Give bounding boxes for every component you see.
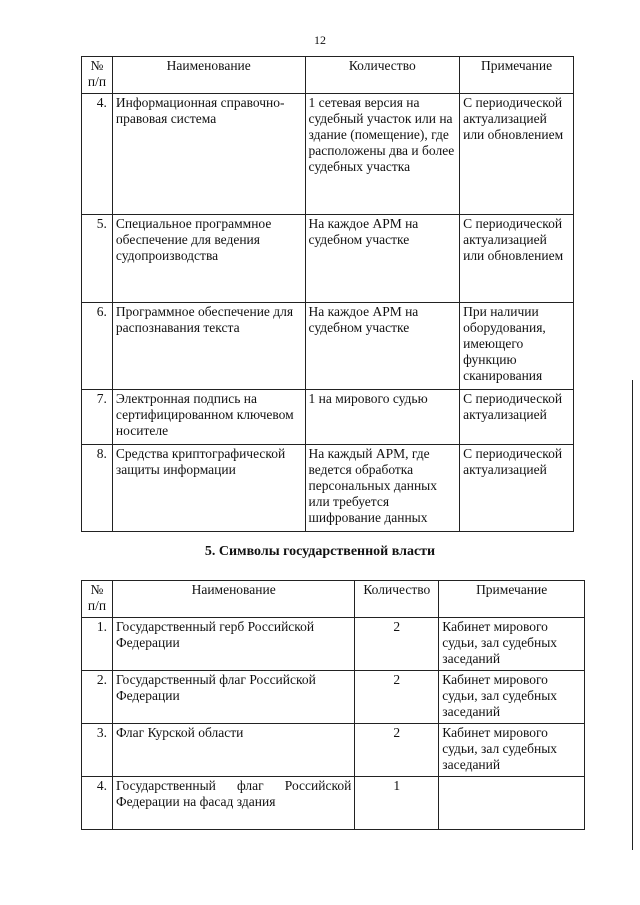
header-note: Примечание	[439, 581, 585, 618]
row-num: 6.	[82, 303, 113, 390]
header-num: № п/п	[82, 57, 113, 94]
table-row	[82, 390, 574, 445]
row-name: Государственный герб Российской Федерации	[112, 618, 354, 671]
table-row	[82, 94, 574, 215]
row-num: 4.	[82, 777, 113, 830]
row-num: 2.	[82, 671, 113, 724]
row-name: Программное обеспечение для распознавания текста	[112, 303, 305, 390]
header-qty: Количество	[355, 581, 439, 618]
table-row	[82, 303, 574, 390]
row-name: Специальное программное обеспечение для ведения судопроизводства	[112, 215, 305, 303]
row-name: Государственный флаг Российской Федерации на фасад здания	[112, 777, 354, 830]
table-header-row	[82, 57, 574, 94]
row-num: 8.	[82, 445, 113, 532]
state-symbols-table	[81, 580, 585, 830]
table-row	[82, 671, 585, 724]
row-note: С периодической актуализацией	[460, 445, 574, 532]
row-qty: 1 сетевая версия на судебный участок или на здание (помещение), где расположены два и более судебных участка	[305, 94, 460, 215]
software-table	[81, 56, 574, 532]
row-note: С периодической актуализацией	[460, 390, 574, 445]
row-qty: 2	[355, 671, 439, 724]
row-note: При наличии оборудования, имеющего функцию сканирования	[460, 303, 574, 390]
row-num: 1.	[82, 618, 113, 671]
row-num: 5.	[82, 215, 113, 303]
row-qty: На каждое АРМ на судебном участке	[305, 215, 460, 303]
header-num: № п/п	[82, 581, 113, 618]
row-note: Кабинет мирового судьи, зал судебных заседаний	[439, 618, 585, 671]
row-name: Флаг Курской области	[112, 724, 354, 777]
table-header-row	[82, 581, 585, 618]
row-qty: 2	[355, 724, 439, 777]
row-name: Электронная подпись на сертифицированном ключевом носителе	[112, 390, 305, 445]
row-qty: На каждый АРМ, где ведется обработка персональных данных или требуется шифрование данных	[305, 445, 460, 532]
page-number: 12	[314, 33, 326, 47]
table-row	[82, 777, 585, 830]
table-row	[82, 445, 574, 532]
row-note	[439, 777, 585, 830]
section-title: 5. Символы государственной власти	[204, 544, 436, 559]
row-num: 4.	[82, 94, 113, 215]
row-qty: На каждое АРМ на судебном участке	[305, 303, 460, 390]
row-note: Кабинет мирового судьи, зал судебных заседаний	[439, 724, 585, 777]
row-num: 3.	[82, 724, 113, 777]
page-edge-line	[632, 380, 633, 850]
row-note: С периодической актуализацией или обновлением	[460, 215, 574, 303]
row-note: Кабинет мирового судьи, зал судебных заседаний	[439, 671, 585, 724]
header-qty: Количество	[305, 57, 460, 94]
row-name: Государственный флаг Российской Федерации	[112, 671, 354, 724]
row-qty: 1	[355, 777, 439, 830]
table-row	[82, 724, 585, 777]
table-row	[82, 215, 574, 303]
row-note: С периодической актуализацией или обновлением	[460, 94, 574, 215]
row-name: Информационная справочно-правовая система	[112, 94, 305, 215]
row-name: Средства криптографической защиты информации	[112, 445, 305, 532]
header-note: Примечание	[460, 57, 574, 94]
header-name: Наименование	[112, 57, 305, 94]
table-row	[82, 618, 585, 671]
row-qty: 1 на мирового судью	[305, 390, 460, 445]
header-name: Наименование	[112, 581, 354, 618]
row-qty: 2	[355, 618, 439, 671]
row-num: 7.	[82, 390, 113, 445]
